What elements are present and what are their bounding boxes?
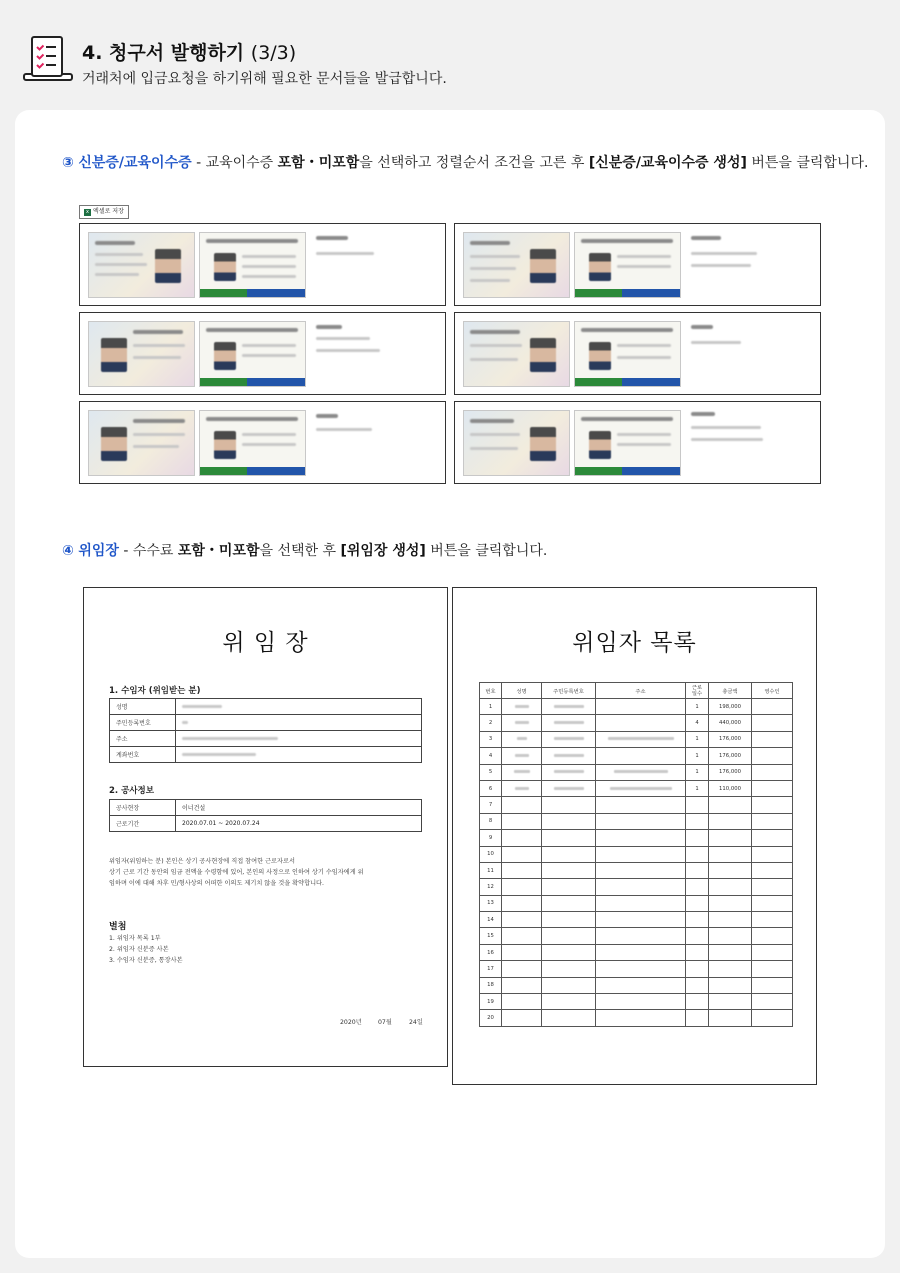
row-address <box>596 715 686 731</box>
id-card-image <box>88 410 195 476</box>
row-rrn <box>542 912 596 928</box>
id-card-image <box>88 232 195 298</box>
table-row <box>480 994 793 1010</box>
table-row <box>480 830 793 846</box>
row-days: 1 <box>686 699 709 715</box>
row-amount: 176,000 <box>709 764 752 780</box>
poa-date-year: 2020년 <box>340 1019 362 1026</box>
list-title: 위임자 목록 <box>572 630 697 656</box>
table-row <box>110 747 422 763</box>
row-days <box>686 912 709 928</box>
row-name <box>502 994 542 1010</box>
poa-annex-item: 1. 위임자 목록 1부 <box>109 935 161 942</box>
title-step: (3/3) <box>250 42 297 64</box>
column-header: 영수인 <box>752 683 793 699</box>
delegator-list-document <box>452 587 817 1085</box>
row-address <box>596 977 686 993</box>
row-days <box>686 928 709 944</box>
row-address <box>596 928 686 944</box>
row-name <box>502 1010 542 1026</box>
row-address <box>596 862 686 878</box>
table-row <box>110 800 422 816</box>
row-number: 17 <box>480 961 502 977</box>
row-amount: 176,000 <box>709 748 752 764</box>
row-number: 18 <box>480 977 502 993</box>
row-name <box>502 977 542 993</box>
excel-icon: x <box>84 209 91 216</box>
row-name <box>502 715 542 731</box>
education-certificate-image <box>199 232 306 298</box>
row-address <box>596 764 686 780</box>
row-number: 8 <box>480 813 502 829</box>
row-rrn <box>542 846 596 862</box>
poa-delegate-table <box>109 698 422 763</box>
poa-label-name: 성명 <box>110 699 176 715</box>
excel-save-button[interactable] <box>79 205 129 219</box>
page-header <box>22 34 882 94</box>
row-days <box>686 846 709 862</box>
step3-button-name: [신분증/교육이수증 생성] <box>588 155 747 171</box>
column-header: 성명 <box>502 683 542 699</box>
row-name <box>502 862 542 878</box>
row-name <box>502 797 542 813</box>
row-receipt <box>752 731 793 747</box>
step3-text1: - 교육이수증 <box>191 155 278 171</box>
row-number: 7 <box>480 797 502 813</box>
row-amount <box>709 813 752 829</box>
poa-value-name <box>176 699 422 715</box>
id-card-image <box>463 321 570 387</box>
row-amount <box>709 830 752 846</box>
row-receipt <box>752 797 793 813</box>
step4-button-name: [위임장 생성] <box>340 543 426 559</box>
step4-number: ④ <box>62 543 74 559</box>
row-days <box>686 895 709 911</box>
id-card-entry <box>79 223 446 306</box>
row-name <box>502 780 542 796</box>
row-rrn <box>542 748 596 764</box>
row-number: 12 <box>480 879 502 895</box>
row-rrn <box>542 961 596 977</box>
row-address <box>596 780 686 796</box>
table-row <box>110 715 422 731</box>
poa-annex-title: 별첨 <box>109 922 127 932</box>
row-receipt <box>752 879 793 895</box>
row-number: 5 <box>480 764 502 780</box>
step4-name: 위임장 <box>78 543 119 559</box>
step3-option: 포함・미포함 <box>277 155 360 171</box>
education-certificate-image <box>574 321 681 387</box>
id-card-image <box>463 410 570 476</box>
poa-body-line: 상기 근로 기간 동안의 임금 전액을 수령함에 있어, 본인의 사정으로 인하여 상기 수임자에게 위 <box>109 869 364 876</box>
step4-instruction <box>62 540 547 560</box>
row-address <box>596 879 686 895</box>
row-amount: 198,000 <box>709 699 752 715</box>
row-amount <box>709 895 752 911</box>
row-days <box>686 862 709 878</box>
table-row <box>480 731 793 747</box>
invoice-document-icon <box>22 34 74 84</box>
row-receipt <box>752 961 793 977</box>
row-days <box>686 879 709 895</box>
table-row <box>480 879 793 895</box>
row-address <box>596 994 686 1010</box>
title-main: 4. 청구서 발행하기 <box>82 42 245 64</box>
education-certificate-image <box>199 321 306 387</box>
row-days <box>686 961 709 977</box>
table-row <box>480 764 793 780</box>
table-row <box>480 715 793 731</box>
row-days <box>686 977 709 993</box>
row-rrn <box>542 1010 596 1026</box>
poa-date-day: 24일 <box>409 1019 423 1026</box>
row-rrn <box>542 994 596 1010</box>
poa-value-account <box>176 747 422 763</box>
row-days: 1 <box>686 731 709 747</box>
row-receipt <box>752 748 793 764</box>
page-subtitle: 거래처에 입금요청을 하기위해 필요한 문서들을 발급합니다. <box>82 71 447 87</box>
poa-label-period: 근로기간 <box>110 816 176 832</box>
row-name <box>502 813 542 829</box>
step3-text2: 을 선택하고 정렬순서 조건을 고른 후 <box>359 155 589 171</box>
row-number: 10 <box>480 846 502 862</box>
row-receipt <box>752 944 793 960</box>
table-row <box>480 780 793 796</box>
row-amount: 440,000 <box>709 715 752 731</box>
table-row <box>110 731 422 747</box>
step3-text3: 버튼을 클릭합니다. <box>746 155 869 171</box>
row-address <box>596 748 686 764</box>
table-row <box>480 699 793 715</box>
row-rrn <box>542 699 596 715</box>
column-header: 주민등록번호 <box>542 683 596 699</box>
row-name <box>502 928 542 944</box>
id-card-entry <box>79 401 446 484</box>
row-receipt <box>752 846 793 862</box>
row-amount <box>709 977 752 993</box>
row-rrn <box>542 895 596 911</box>
poa-label-site: 공사현장 <box>110 800 176 816</box>
row-amount <box>709 862 752 878</box>
row-address <box>596 797 686 813</box>
row-number: 16 <box>480 944 502 960</box>
step3-name: 신분증/교육이수증 <box>78 155 192 171</box>
row-rrn <box>542 977 596 993</box>
row-address <box>596 961 686 977</box>
row-days: 1 <box>686 748 709 764</box>
row-amount <box>709 944 752 960</box>
row-receipt <box>752 780 793 796</box>
table-row <box>480 797 793 813</box>
row-name <box>502 764 542 780</box>
table-row <box>480 748 793 764</box>
row-number: 19 <box>480 994 502 1010</box>
row-name <box>502 961 542 977</box>
table-row <box>480 912 793 928</box>
table-row <box>480 813 793 829</box>
row-days: 1 <box>686 764 709 780</box>
education-certificate-image <box>574 410 681 476</box>
row-days <box>686 830 709 846</box>
row-amount: 176,000 <box>709 731 752 747</box>
row-amount <box>709 994 752 1010</box>
poa-annex-list <box>109 933 183 966</box>
row-receipt <box>752 764 793 780</box>
poa-title: 위 임 장 <box>222 630 309 656</box>
id-card-entry <box>454 223 821 306</box>
row-number: 4 <box>480 748 502 764</box>
row-name <box>502 699 542 715</box>
poa-annex-item: 2. 위임자 신분증 사본 <box>109 946 169 953</box>
row-address <box>596 846 686 862</box>
row-name <box>502 879 542 895</box>
row-rrn <box>542 944 596 960</box>
row-amount <box>709 879 752 895</box>
poa-project-table <box>109 799 422 832</box>
row-amount: 110,000 <box>709 780 752 796</box>
step4-text2: 을 선택한 후 <box>259 543 341 559</box>
row-address <box>596 699 686 715</box>
row-number: 15 <box>480 928 502 944</box>
row-days: 1 <box>686 780 709 796</box>
row-number: 1 <box>480 699 502 715</box>
row-amount <box>709 797 752 813</box>
table-header-row <box>480 683 793 699</box>
row-number: 11 <box>480 862 502 878</box>
table-row <box>110 816 422 832</box>
row-rrn <box>542 813 596 829</box>
row-rrn <box>542 797 596 813</box>
row-amount <box>709 928 752 944</box>
row-receipt <box>752 895 793 911</box>
row-name <box>502 944 542 960</box>
row-address <box>596 912 686 928</box>
id-card-image <box>88 321 195 387</box>
row-amount <box>709 1010 752 1026</box>
row-address <box>596 895 686 911</box>
step4-option: 포함・미포함 <box>177 543 260 559</box>
poa-label-account: 계좌번호 <box>110 747 176 763</box>
row-number: 9 <box>480 830 502 846</box>
poa-value-address <box>176 731 422 747</box>
row-days <box>686 797 709 813</box>
row-address <box>596 830 686 846</box>
row-days: 4 <box>686 715 709 731</box>
row-receipt <box>752 699 793 715</box>
row-receipt <box>752 1010 793 1026</box>
row-amount <box>709 846 752 862</box>
table-row <box>480 862 793 878</box>
step4-text3: 버튼을 클릭합니다. <box>425 543 548 559</box>
column-header: 근로 일수 <box>686 683 709 699</box>
row-days <box>686 813 709 829</box>
column-header: 총금액 <box>709 683 752 699</box>
row-receipt <box>752 928 793 944</box>
row-days <box>686 994 709 1010</box>
poa-body-text <box>109 856 424 889</box>
step3-number: ③ <box>62 155 74 171</box>
row-number: 14 <box>480 912 502 928</box>
table-row <box>480 928 793 944</box>
poa-body-line: 위임자(위임하는 분) 본인은 상기 공사현장에 직접 참여한 근로자로서 <box>109 858 295 865</box>
step3-instruction <box>62 152 868 172</box>
id-card-entry <box>454 401 821 484</box>
poa-value-site: 이너건설 <box>176 800 422 816</box>
step4-text1: - 수수료 <box>118 543 178 559</box>
id-card-image <box>463 232 570 298</box>
row-receipt <box>752 912 793 928</box>
row-rrn <box>542 780 596 796</box>
table-row <box>480 1010 793 1026</box>
table-row <box>480 961 793 977</box>
row-rrn <box>542 928 596 944</box>
poa-value-period: 2020.07.01 ~ 2020.07.24 <box>176 816 422 832</box>
id-card-entry <box>454 312 821 395</box>
row-address <box>596 944 686 960</box>
row-number: 2 <box>480 715 502 731</box>
table-row <box>110 699 422 715</box>
column-header: 주소 <box>596 683 686 699</box>
row-name <box>502 895 542 911</box>
row-address <box>596 813 686 829</box>
page-title <box>82 38 296 65</box>
row-receipt <box>752 830 793 846</box>
education-certificate-image <box>199 410 306 476</box>
row-rrn <box>542 862 596 878</box>
row-number: 13 <box>480 895 502 911</box>
row-receipt <box>752 813 793 829</box>
excel-save-label: 엑셀로 저장 <box>93 208 124 215</box>
row-rrn <box>542 764 596 780</box>
poa-section-project: 2. 공사정보 <box>109 786 154 796</box>
education-certificate-image <box>574 232 681 298</box>
row-name <box>502 846 542 862</box>
row-amount <box>709 961 752 977</box>
poa-label-address: 주소 <box>110 731 176 747</box>
row-rrn <box>542 830 596 846</box>
row-number: 6 <box>480 780 502 796</box>
row-name <box>502 731 542 747</box>
table-row <box>480 977 793 993</box>
row-receipt <box>752 994 793 1010</box>
table-row <box>480 944 793 960</box>
poa-value-rrn <box>176 715 422 731</box>
id-card-entry <box>79 312 446 395</box>
poa-body-line: 임하며 이에 대해 차후 민/형사상의 어떠한 이의도 제기치 않을 것을 확약합니다. <box>109 880 324 887</box>
row-number: 3 <box>480 731 502 747</box>
poa-label-rrn: 주민등록번호 <box>110 715 176 731</box>
row-number: 20 <box>480 1010 502 1026</box>
row-days <box>686 1010 709 1026</box>
row-receipt <box>752 977 793 993</box>
column-header: 번호 <box>480 683 502 699</box>
poa-date-month: 07월 <box>378 1019 392 1026</box>
table-row <box>480 846 793 862</box>
row-name <box>502 748 542 764</box>
row-name <box>502 830 542 846</box>
row-rrn <box>542 879 596 895</box>
row-amount <box>709 912 752 928</box>
row-address <box>596 731 686 747</box>
row-receipt <box>752 862 793 878</box>
poa-section-delegate: 1. 수임자 (위임받는 분) <box>109 686 201 696</box>
row-receipt <box>752 715 793 731</box>
delegator-table <box>479 682 793 1027</box>
row-address <box>596 1010 686 1026</box>
row-rrn <box>542 731 596 747</box>
power-of-attorney-document <box>83 587 448 1067</box>
row-rrn <box>542 715 596 731</box>
table-row <box>480 895 793 911</box>
row-days <box>686 944 709 960</box>
poa-annex-item: 3. 수임자 신분증, 통장사본 <box>109 957 183 964</box>
row-name <box>502 912 542 928</box>
